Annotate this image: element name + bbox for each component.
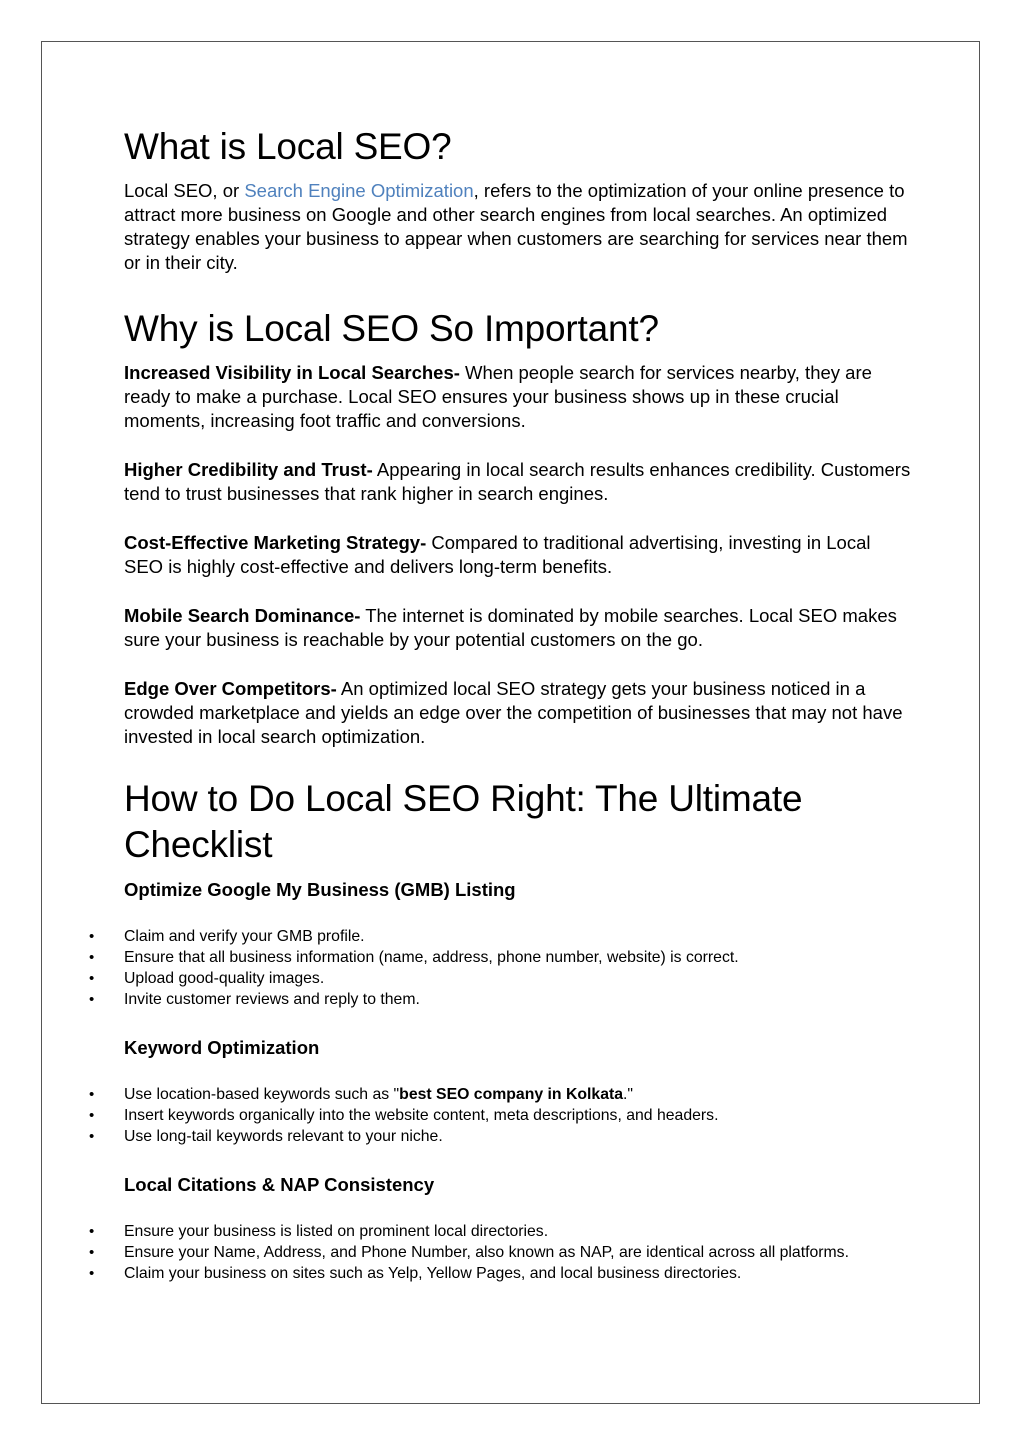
- subheading-citations: Local Citations & NAP Consistency: [124, 1174, 435, 1195]
- point-cost-effective: [124, 531, 914, 579]
- keyword-list: [89, 1084, 899, 1147]
- point-mobile: [124, 604, 914, 652]
- list-item: • Upload good-quality images.: [89, 968, 899, 989]
- document-content: [124, 125, 914, 1284]
- list-item: • Claim and verify your GMB profile.: [89, 926, 899, 947]
- list-item: • Ensure your Name, Address, and Phone Number, also known as NAP, are identical across all platforms.: [89, 1242, 884, 1263]
- intro-text-start: Local SEO, or: [124, 180, 245, 201]
- point-text: Compared to traditional advertising, investing in Local SEO is highly cost-effective and delivers long-term benefits.: [124, 532, 871, 577]
- point-competitors: [124, 677, 914, 749]
- point-visibility: [124, 361, 914, 433]
- heading-checklist: How to Do Local SEO Right: The Ultimate Checklist: [124, 778, 803, 865]
- point-text: When people search for services nearby, they are ready to make a purchase. Local SEO ensures your business shows up in these crucial moments, increasing foot traffic and conversions.: [124, 362, 872, 431]
- citations-list: [89, 1221, 884, 1284]
- heading-why-important: Why is Local SEO So Important?: [124, 308, 659, 349]
- point-label: Cost-Effective Marketing Strategy-: [124, 532, 427, 553]
- list-item: • Ensure your business is listed on prominent local directories.: [89, 1221, 884, 1242]
- heading-what-is-local-seo: What is Local SEO?: [124, 126, 452, 167]
- seo-link[interactable]: Search Engine Optimization: [244, 180, 474, 201]
- list-item: • Insert keywords organically into the website content, meta descriptions, and headers.: [89, 1105, 899, 1126]
- point-text: Appearing in local search results enhances credibility. Customers tend to trust businesses that rank higher in search engines.: [124, 459, 911, 504]
- subheading-keyword: Keyword Optimization: [124, 1037, 320, 1058]
- keyword-item-text: Use location-based keywords such as ": [124, 1086, 400, 1103]
- list-item: • Use long-tail keywords relevant to your niche.: [89, 1126, 899, 1147]
- point-text: The internet is dominated by mobile searches. Local SEO makes sure your business is reachable by your potential customers on the go.: [124, 605, 897, 650]
- list-item: • Ensure that all business information (name, address, phone number, website) is correct.: [89, 947, 899, 968]
- list-item: • Claim your business on sites such as Yelp, Yellow Pages, and local business directories.: [89, 1263, 884, 1284]
- keyword-item-text-end: .": [623, 1086, 634, 1103]
- subheading-gmb: Optimize Google My Business (GMB) Listing: [124, 879, 516, 900]
- list-item: [89, 1084, 899, 1105]
- gmb-list: [89, 926, 899, 1010]
- point-label: Mobile Search Dominance-: [124, 605, 361, 626]
- point-text: An optimized local SEO strategy gets your business noticed in a crowded marketplace and yields an edge over the competition of businesses that may not have invested in local search optimization.: [124, 678, 903, 747]
- point-label: Edge Over Competitors-: [124, 678, 337, 699]
- point-label: Increased Visibility in Local Searches-: [124, 362, 460, 383]
- intro-text-end: , refers to the optimization of your online presence to attract more business on Google and other search engines from local searches. An optimized strategy enables your business to appear when customers are searching for services near them or in their city.: [124, 180, 908, 273]
- point-label: Higher Credibility and Trust-: [124, 459, 373, 480]
- intro-paragraph: [124, 179, 914, 275]
- list-item: • Invite customer reviews and reply to them.: [89, 989, 899, 1010]
- keyword-phrase: best SEO company in Kolkata: [399, 1086, 624, 1103]
- point-credibility: [124, 458, 914, 506]
